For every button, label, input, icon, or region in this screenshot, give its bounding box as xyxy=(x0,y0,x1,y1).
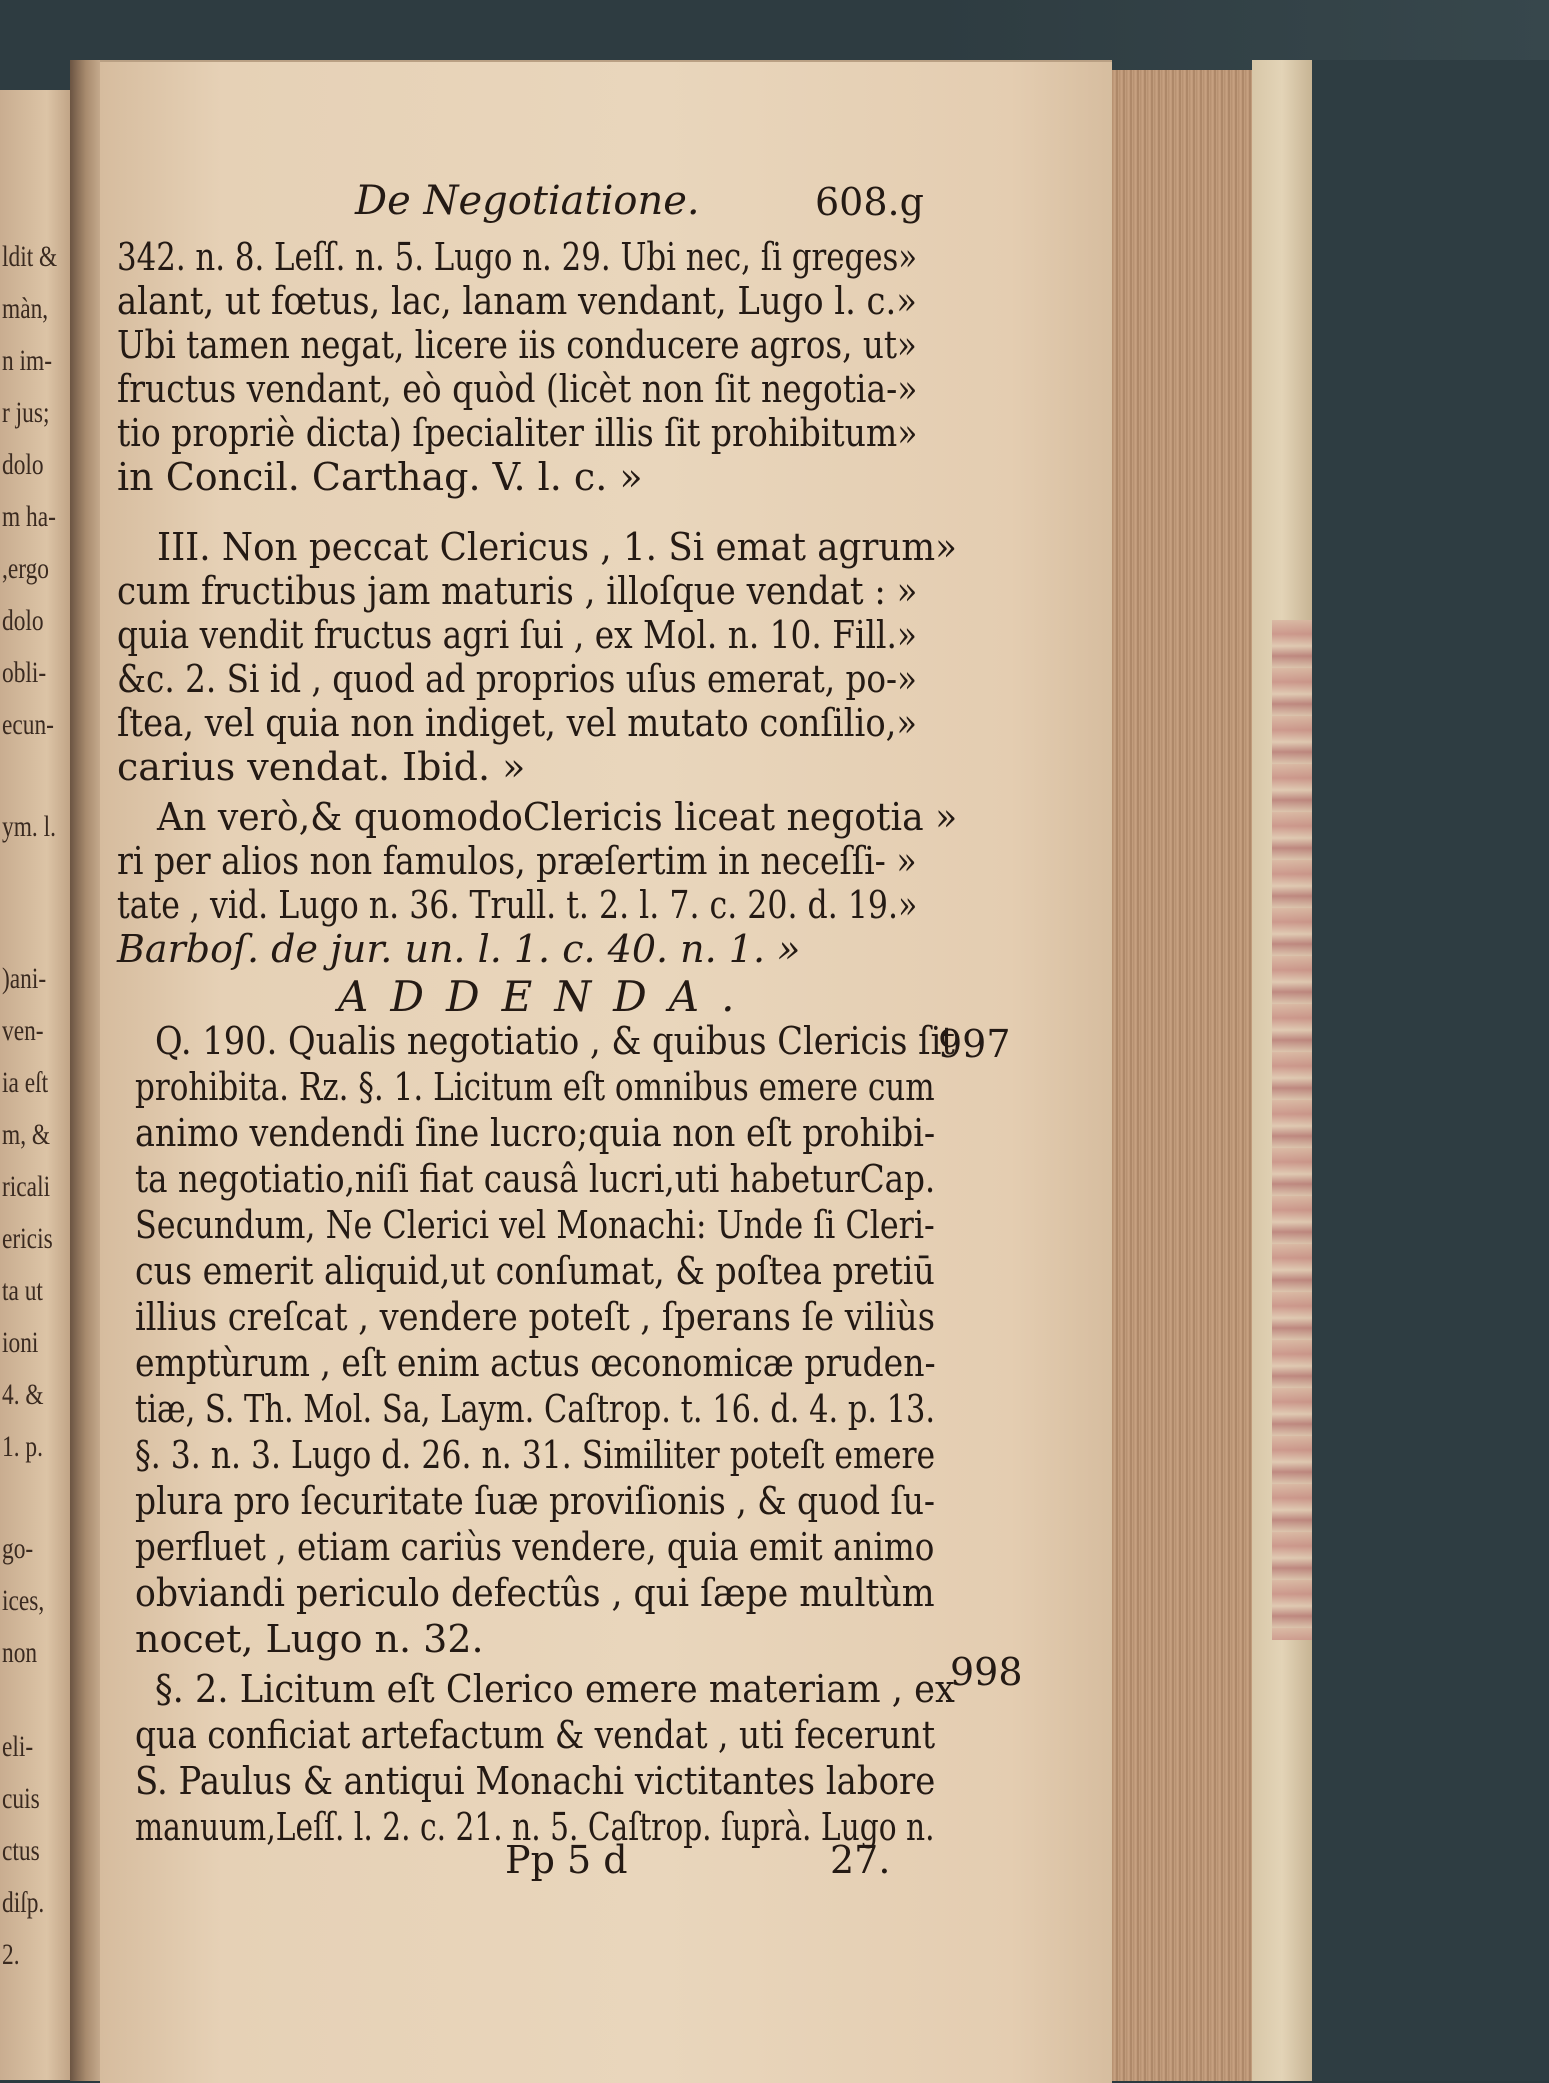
text-line: alant, ut fœtus, lac, lanam vendant, Lugo l. c.» xyxy=(117,279,917,323)
text-line: An verò,& quomodoClericis liceat negotia » xyxy=(157,795,958,839)
text-line: obviandi periculo defectûs , qui ſæpe multùm xyxy=(135,1571,935,1615)
text-line: illius creſcat , vendere poteſt , ſperans ſe viliùs xyxy=(135,1295,935,1339)
fragment: ecun- xyxy=(2,708,54,741)
page-stack-edge xyxy=(1112,70,1252,2081)
signature-mark: Pp 5 d xyxy=(505,1838,628,1882)
margin-number: 998 xyxy=(950,1650,1023,1694)
text-line: §. 3. n. 3. Lugo d. 26. n. 31. Similiter poteſt emere xyxy=(135,1433,936,1477)
fragment: cuis xyxy=(2,1782,40,1815)
fragment: ven- xyxy=(2,1014,44,1047)
text-line: Ubi tamen negat, licere iis conducere agros, ut» xyxy=(117,323,917,367)
catchword: 27. xyxy=(830,1838,891,1882)
text-line: tate , vid. Lugo n. 36. Trull. t. 2. l. 7. c. 20. d. 19.» xyxy=(117,883,918,927)
text-line: emptùrum , eſt enim actus œconomicæ pruden- xyxy=(135,1341,936,1385)
fragment: 1. p. xyxy=(2,1430,43,1463)
text-line: prohibita. Rz. §. 1. Licitum eſt omnibus emere cum xyxy=(135,1065,935,1109)
text-line: tio propriè dicta) ſpecialiter illis ſit prohibitum» xyxy=(117,411,918,455)
text-line: ri per alios non famulos, præſertim in neceſſi- » xyxy=(117,839,917,883)
fragment: ices, xyxy=(2,1584,45,1617)
fragment: n im- xyxy=(2,344,53,377)
text-line: tiæ, S. Th. Mol. Sa, Laym. Caſtrop. t. 16. d. 4. p. 13. xyxy=(135,1387,936,1431)
fragment: ym. l. xyxy=(2,810,56,843)
text-line: quia vendit fructus agri ſui , ex Mol. n. 10. Fill.» xyxy=(117,613,917,657)
text-line: qua conficiat artefactum & vendat , uti fecerunt xyxy=(135,1713,936,1757)
page-number: 608.g xyxy=(815,180,924,224)
fragment: ioni xyxy=(2,1326,39,1359)
text-line: cus emerit aliquid,ut conſumat, & poſtea pretiū xyxy=(135,1249,935,1293)
text-line: 342. n. 8. Leſſ. n. 5. Lugo n. 29. Ubi nec, ſi greges» xyxy=(117,235,918,279)
text-line: III. Non peccat Clericus , 1. Si emat agrum» xyxy=(157,525,957,569)
previous-page-edge xyxy=(0,90,80,2080)
text-line: Q. 190. Qualis negotiatio , & quibus Clericis ſit xyxy=(155,1019,955,1063)
text-line: ta negotiatio,niſi fiat causâ lucri,uti habeturCap. xyxy=(135,1157,936,1201)
fragment: non xyxy=(2,1636,38,1669)
fragment: 4. & xyxy=(2,1378,44,1411)
fragment: ta ut xyxy=(2,1274,43,1307)
text-line: Barboſ. de jur. un. l. 1. c. 40. n. 1. » xyxy=(117,927,801,971)
fragment: ericis xyxy=(2,1222,53,1255)
text-line: Secundum, Ne Clerici vel Monachi: Unde ſi Cleri- xyxy=(135,1203,935,1247)
fragment: ctus xyxy=(2,1834,40,1867)
text-line: cum fructibus jam maturis , illoſque vendat : » xyxy=(117,569,918,613)
text-line: &c. 2. Si id , quod ad proprios uſus emerat, po-» xyxy=(117,657,918,701)
text-line: fructus vendant, eò quòd (licèt non ſit negotia-» xyxy=(117,367,918,411)
fragment: ldit & xyxy=(2,240,58,273)
fragment: m ha- xyxy=(2,500,56,533)
fragment: màn, xyxy=(2,292,49,325)
text-line: ſtea, vel quia non indiget, vel mutato conſilio,» xyxy=(117,701,918,745)
fragment: diſp. xyxy=(2,1886,45,1919)
text-line: perfluet , etiam cariùs vendere, quia emit animo xyxy=(135,1525,935,1569)
fragment: dolo xyxy=(2,604,44,637)
fragment: r jus; xyxy=(2,396,50,429)
fragment: ,ergo xyxy=(2,552,50,585)
margin-number: 997 xyxy=(938,1022,1011,1066)
fragment: m, & xyxy=(2,1118,51,1151)
fragment: eli- xyxy=(2,1730,34,1763)
fragment: 2. xyxy=(2,1938,20,1971)
text-line: plura pro ſecuritate ſuæ proviſionis , & quod ſu- xyxy=(135,1479,936,1523)
fragment: ricali xyxy=(2,1170,51,1203)
addenda-heading: ADDENDA. xyxy=(338,972,757,1021)
text-line: S. Paulus & antiqui Monachi victitantes labore xyxy=(135,1759,936,1803)
text-line: manuum,Leſſ. l. 2. c. 21. n. 5. Caſtrop. ſuprà. Lugo n. xyxy=(135,1805,935,1849)
text-line: animo vendendi ſine lucro;quia non eſt prohibi- xyxy=(135,1111,936,1155)
text-line: §. 2. Licitum eſt Clerico emere materiam , ex xyxy=(155,1667,955,1711)
fragment: go- xyxy=(2,1532,34,1565)
running-title: De Negotiatione. xyxy=(355,178,700,224)
fragment: ia eſt xyxy=(2,1066,49,1099)
text-line: in Concil. Carthag. V. l. c. » xyxy=(117,455,643,499)
text-line: nocet, Lugo n. 32. xyxy=(135,1617,484,1661)
fragment: )ani- xyxy=(2,962,47,995)
dark-background xyxy=(1312,60,1549,2081)
fragment: dolo xyxy=(2,448,44,481)
fragment: obli- xyxy=(2,656,47,689)
text-line: carius vendat. Ibid. » xyxy=(117,745,526,789)
marbled-edge xyxy=(1272,620,1312,1640)
